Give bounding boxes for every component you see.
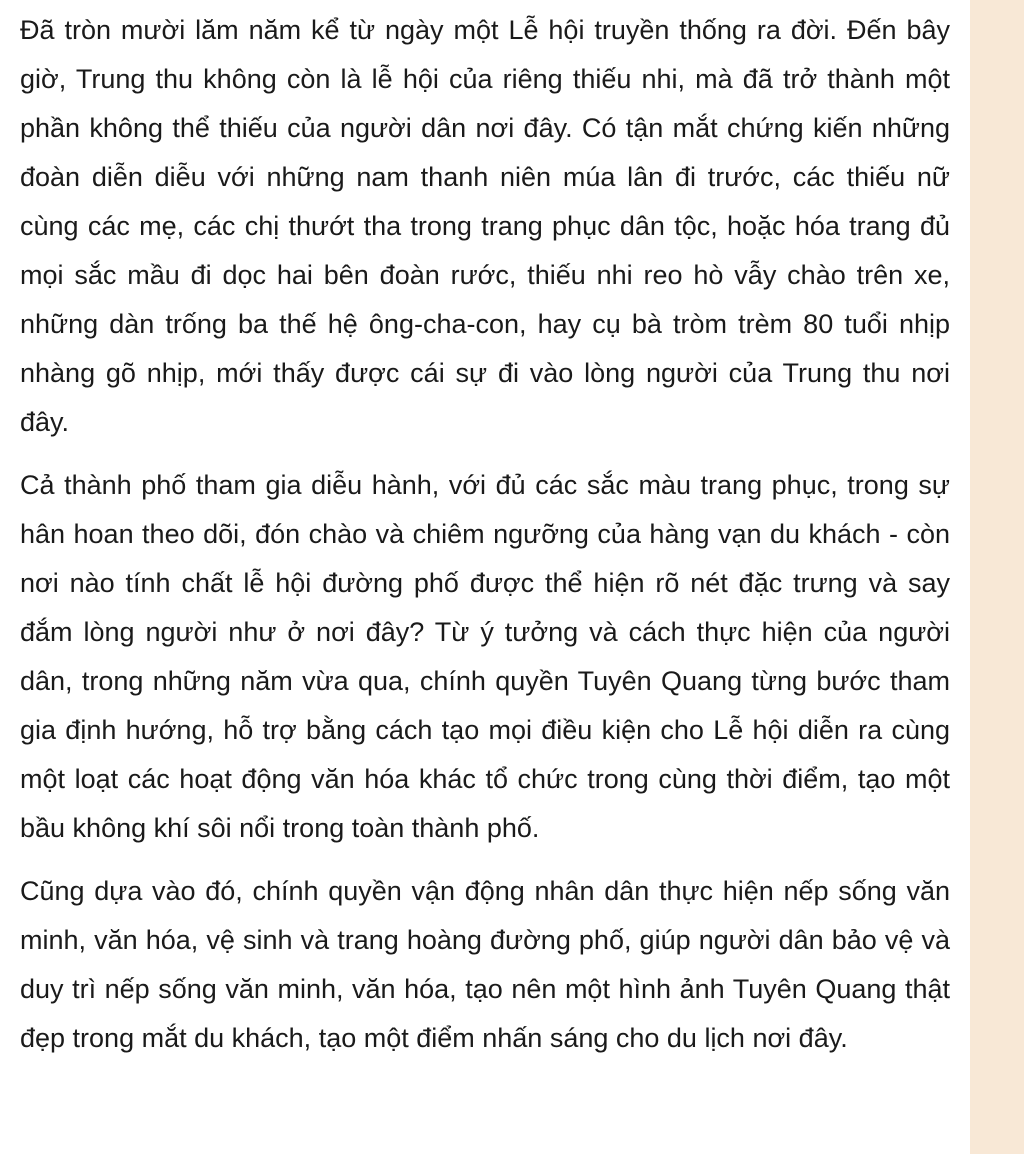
paragraph-3: Cũng dựa vào đó, chính quyền vận động nhân dân thực hiện nếp sống văn minh, văn hóa, vệ sinh và trang hoàng đường phố, giúp người dân bảo vệ và duy trì nếp sống văn minh, văn hóa, tạo nên một hình ảnh Tuyên Quang thật đẹp trong mắt du khách, tạo một điểm nhấn sáng cho du lịch nơi đây.: [20, 876, 950, 1053]
paragraph-1: Đã tròn mười lăm năm kể từ ngày một Lễ hội truyền thống ra đời. Đến bây giờ, Trung thu không còn là lễ hội của riêng thiếu nhi, mà đã trở thành một phần không thể thiếu của người dân nơi đây. Có tận mắt chứng kiến những đoàn diễn diễu với những nam thanh niên múa lân đi trước, các thiếu nữ cùng các mẹ, các chị thướt tha trong trang phục dân tộc, hoặc hóa trang đủ mọi sắc mầu đi dọc hai bên đoàn rước, thiếu nhi reo hò vẫy chào trên xe, những dàn trống ba thế hệ ông-cha-con, hay cụ bà tròm trèm 80 tuổi nhịp nhàng gõ nhịp, mới thấy được cái sự đi vào lòng người của Trung thu nơi đây.: [20, 15, 950, 437]
side-margin-strip: [970, 0, 1024, 1154]
paragraph-2: Cả thành phố tham gia diễu hành, với đủ các sắc màu trang phục, trong sự hân hoan theo dõi, đón chào và chiêm ngưỡng của hàng vạn du khách - còn nơi nào tính chất lễ hội đường phố được thể hiện rõ nét đặc trưng và say đắm lòng người như ở nơi đây? Từ ý tưởng và cách thực hiện của người dân, trong những năm vừa qua, chính quyền Tuyên Quang từng bước tham gia định hướng, hỗ trợ bằng cách tạo mọi điều kiện cho Lễ hội diễn ra cùng một loạt các hoạt động văn hóa khác tổ chức trong cùng thời điểm, tạo một bầu không khí sôi nổi trong toàn thành phố.: [20, 470, 950, 843]
